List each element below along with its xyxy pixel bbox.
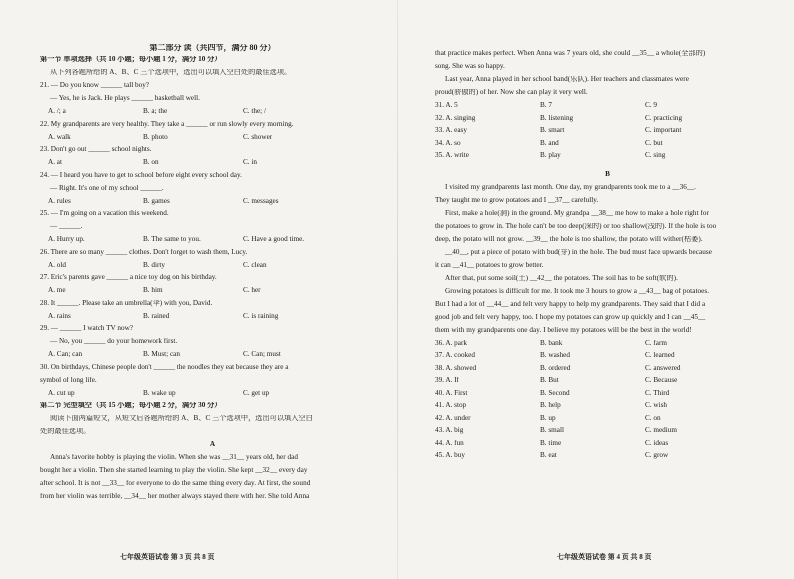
option: 35. A. write [435, 152, 469, 159]
passage-b-line: I visited my grandparents last month. One day, my grandparents took me to a __36__. [445, 183, 697, 191]
option: 37. A. cooked [435, 352, 475, 359]
question-26: 26. There are so many ______ clothes. Don't forget to wash them, Lucy. [40, 248, 248, 256]
option: C. Have a good time. [243, 236, 305, 243]
question-22-options [40, 134, 385, 147]
option: 40. A. First [435, 389, 468, 397]
passage-a-line: proud(骄傲的) of her. Now she can play it very well. [435, 89, 588, 96]
question-43-options [435, 427, 780, 440]
option: B. But [540, 377, 559, 384]
option: C. Can; must [243, 351, 281, 358]
page-footer: 七年级英语试卷 第 3 页 共 8 页 [120, 553, 215, 561]
passage-a-line: Last year, Anna played in her school band(乐队). Her teachers and classmates were [445, 76, 689, 83]
section-2-instructions-1: 阅读下面两篇短文，从短文后各题所给的 A、B、C 三个选项中，选出可以填入空白 [50, 415, 313, 422]
option: 36. A. park [435, 339, 467, 347]
option: B. a; the [143, 108, 168, 115]
option: 39. A. If [435, 377, 459, 384]
option: B. wake up [143, 389, 176, 397]
option: B. listening [540, 114, 574, 122]
question-40-options [435, 390, 780, 403]
option: B. up [540, 414, 556, 422]
passage-b-line: After that, put some soil(土) __42__ the potatoes. The soil has to be soft(软的). [445, 274, 678, 282]
question-30-line2: symbol of long life. [40, 376, 97, 384]
option: 31. A. 5 [435, 102, 458, 109]
passage-b-label: B [605, 170, 610, 178]
option: C. farm [645, 339, 667, 347]
option: C. her [243, 287, 261, 294]
section-1-title: 第一节 单项选择（共 10 小题；每小题 1 分，满分 10 分） [40, 56, 222, 63]
option: A. Can; can [48, 351, 83, 358]
question-41-options [435, 402, 780, 415]
option: 38. A. showed [435, 364, 477, 372]
option: A. Hurry up. [48, 236, 85, 243]
question-38-options [435, 365, 780, 378]
option: B. 7 [540, 102, 552, 109]
option: C. learned [645, 352, 675, 359]
passage-a-label: A [209, 441, 216, 448]
option: B. rained [143, 312, 170, 320]
option: 41. A. stop [435, 402, 467, 409]
option: B. and [540, 139, 559, 147]
option: C. 9 [645, 102, 657, 109]
question-33-options [435, 127, 780, 140]
option: C. shower [243, 133, 273, 141]
question-29-options [40, 351, 385, 364]
option: B. The same to you. [143, 236, 201, 243]
question-35-options [435, 152, 780, 165]
question-28: 28. It ______. Please take an umbrella(伞) with you, David. [40, 299, 213, 307]
question-30-options [40, 390, 385, 403]
option: 32. A. singing [435, 114, 476, 122]
passage-a-line: song. She was so happy. [435, 63, 505, 70]
question-26-options [40, 262, 385, 275]
passage-a-line: after school. It is not __33__ for everyone to do the same thing every day. At first, the sound [40, 480, 311, 487]
option: C. Third [645, 389, 670, 397]
question-39-options [435, 377, 780, 390]
question-32-options [435, 115, 780, 128]
option: A. at [48, 159, 62, 166]
question-45-options [435, 452, 780, 465]
question-21-line2: — Yes, he is Jack. He plays ______ basketball well. [50, 95, 200, 102]
page-4 [397, 0, 794, 579]
passage-a-line: bought her a violin. Then she started learning to play the violin. She kept __32__ every day [40, 467, 308, 474]
section-2-instructions-2: 处的最佳选项。 [40, 428, 91, 435]
passage-b-line: the potatoes to grow in. The hole can't be too deep(深的) or too shallow(浅的). If the hole is too [435, 222, 717, 230]
option: B. time [540, 439, 562, 447]
question-24-options [40, 198, 385, 211]
option: C. answered [645, 364, 681, 372]
question-27: 27. Eric's parents gave ______ a nice toy dog on his birthday. [40, 274, 217, 281]
option: A. me [48, 287, 66, 294]
question-23-options [40, 159, 385, 172]
option: B. washed [540, 352, 570, 359]
option: B. help [540, 402, 561, 409]
option: B. games [143, 197, 170, 205]
option: C. on [645, 414, 661, 422]
option: B. on [143, 159, 159, 166]
passage-b-line: deep, the potato will not grow. __39__ the hole is too shallow, the potato will wither(枯萎). [435, 235, 703, 243]
passage-b-line: them with my grandparents one day. I believe my potatoes will be the best in the world! [435, 326, 692, 334]
option: B. dirty [143, 261, 165, 269]
question-29-line1: 29. — ______ I watch TV now? [40, 325, 133, 332]
question-22: 22. My grandparents are very healthy. They take a ______ or run slowly every morning. [40, 120, 294, 128]
passage-b-line: Growing potatoes is difficult for me. It took me 3 hours to grow a __43__ bag of potatoes. [445, 287, 710, 295]
option: A. rules [48, 197, 71, 205]
question-42-options [435, 415, 780, 428]
question-21-options [40, 108, 385, 121]
question-31-options [435, 102, 780, 115]
option: A. walk [48, 133, 71, 141]
option: C. is raining [243, 312, 279, 320]
option: C. practicing [645, 114, 683, 122]
question-21-line1: 21. — Do you know ______ tall boy? [40, 82, 150, 89]
option: B. eat [540, 452, 557, 459]
option: B. photo [143, 133, 168, 141]
part-title: 第二部分 读（共四节，满分 80 分） [149, 44, 276, 52]
passage-b-options [435, 340, 780, 465]
question-30-line1: 30. On birthdays, Chinese people don't ______ the noodles they eat because they are a [40, 363, 289, 371]
passage-b-line: They taught me to grow potatoes and I __37__ carefully. [435, 196, 599, 204]
question-24-line2: — Right. It's one of my school ______. [50, 184, 164, 192]
passage-a-line: that practice makes perfect. When Anna was 7 years old, she could __35__ a whole(全部的) [435, 50, 706, 57]
question-44-options [435, 440, 780, 453]
option: 33. A. easy [435, 127, 467, 134]
option: 42. A. under [435, 414, 471, 422]
question-27-options [40, 287, 385, 300]
section-1-instructions: 从下列各题所给的 A、B、C 三个选项中，选出可以填入空白处的最佳选项。 [50, 69, 292, 76]
option: C. the; / [243, 108, 266, 115]
question-29-line2: — No, you ______ do your homework first. [50, 338, 178, 345]
question-34-options [435, 140, 780, 153]
passage-b-line: But I had a lot of __44__ and felt very happy to help my grandparents. They said that I did a [435, 300, 706, 308]
question-37-options [435, 352, 780, 365]
question-25-line2: — ______. [50, 223, 83, 230]
option: B. small [540, 427, 564, 434]
option: C. wish [645, 402, 667, 409]
option: C. but [645, 139, 663, 147]
question-25-line1: 25. — I'm going on a vacation this weekend. [40, 210, 169, 217]
option: C. medium [645, 427, 677, 434]
option: C. in [243, 159, 257, 166]
page-footer: 七年级英语试卷 第 4 页 共 8 页 [557, 553, 652, 561]
question-24-line1: 24. — I heard you have to get to school before eight every school day. [40, 171, 242, 179]
option: B. play [540, 152, 561, 159]
question-36-options [435, 340, 780, 353]
question-25-options [40, 236, 385, 249]
option: B. ordered [540, 364, 571, 372]
option: C. get up [243, 389, 270, 397]
option: A. rains [48, 312, 71, 320]
option: C. ideas [645, 439, 669, 447]
option: B. smart [540, 127, 565, 134]
option: C. messages [243, 197, 279, 205]
option: 34. A. so [435, 139, 461, 147]
section-2-title: 第二节 完型填空（共 15 小题；每小题 2 分，满分 30 分） [40, 402, 222, 409]
option: C. Because [645, 377, 678, 384]
passage-b-line: it can __41__ potatoes to grow better. [435, 261, 544, 269]
question-23: 23. Don't go out ______ school nights. [40, 146, 152, 153]
option: B. bank [540, 339, 563, 347]
option: C. sing [645, 152, 666, 159]
option: 43. A. big [435, 427, 464, 434]
option: C. clean [243, 261, 267, 269]
option: 45. A. buy [435, 452, 465, 459]
option: C. important [645, 127, 682, 134]
passage-b-line: good job and felt very happy, too. I hope my potatoes can grow up quickly and I can __45__ [435, 313, 706, 321]
option: 44. A. fun [435, 439, 464, 447]
option: C. grow [645, 452, 669, 459]
option: A. cut up [48, 389, 75, 397]
passage-a-line: Anna's favorite hobby is playing the violin. When she was __31__ years old, her dad [50, 454, 299, 461]
option: B. Second [540, 389, 570, 397]
passage-a-line: from her violin was terrible, __34__ her mother always stayed there with her. She told Anna [40, 493, 310, 500]
option: A. old [48, 261, 66, 269]
option: B. Must; can [143, 351, 180, 358]
passage-b-line: First, make a hole(洞) in the ground. My grandpa __38__ me how to make a hole right for [445, 209, 709, 217]
passage-b-line: __40__, put a piece of potato with bud(芽) in the hole. The bud must face upwards because [445, 248, 712, 256]
option: B. him [143, 287, 163, 294]
option: A. /; a [48, 108, 66, 115]
question-28-options [40, 313, 385, 326]
